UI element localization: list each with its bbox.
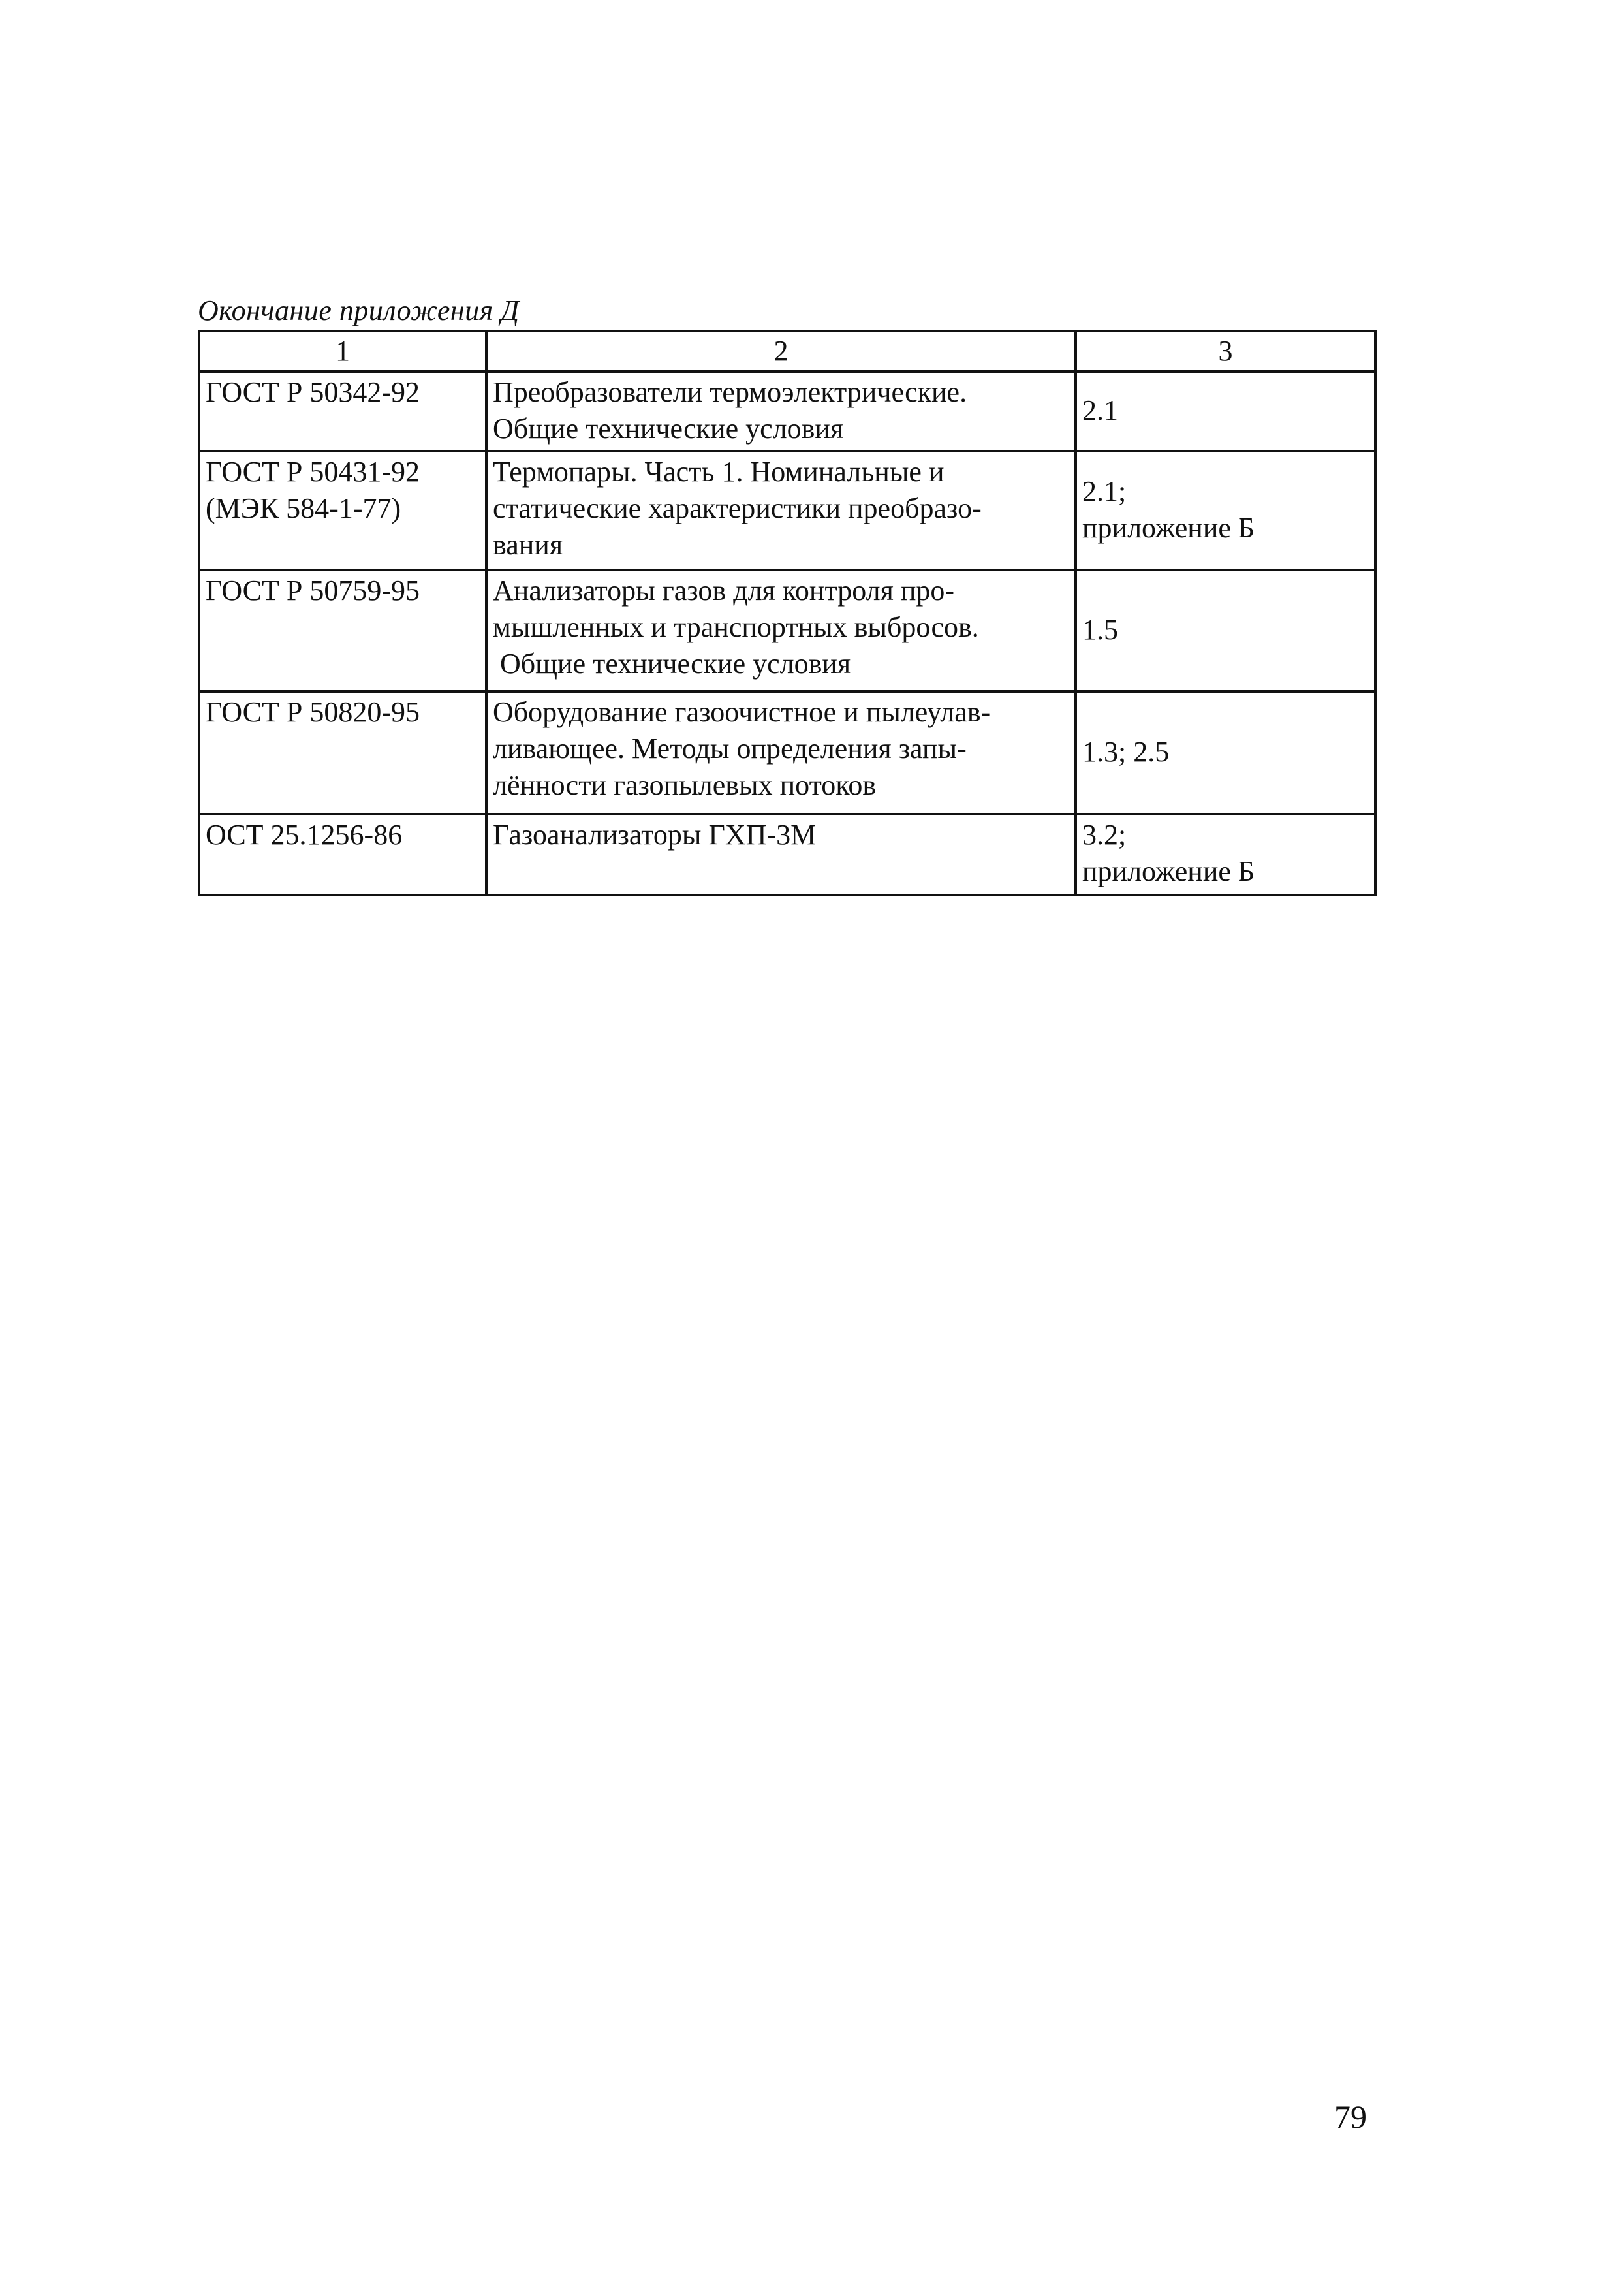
cell-line: 3.2; [1082, 819, 1127, 851]
document-designation-cell [199, 372, 486, 451]
cell-line: Общие технические условия [493, 648, 851, 680]
document-title-cell [486, 451, 1076, 570]
cell-line: лённости газопылевых потоков [493, 769, 877, 801]
cell-line: Оборудование газоочистное и пылеулав- [493, 696, 991, 728]
cell-line: статические характеристики преобразо- [493, 492, 982, 524]
cell-line: ГОСТ Р 50342-92 [206, 376, 420, 408]
column-header-1: 1 [199, 331, 486, 372]
document-designation-cell [199, 451, 486, 570]
document-title-cell [486, 570, 1076, 691]
cell-line: 2.1; [1082, 475, 1127, 507]
cell-line: (МЭК 584-1-77) [206, 492, 401, 524]
cell-line: 1.3; 2.5 [1082, 736, 1170, 768]
table-row [199, 451, 1375, 570]
table-row [199, 814, 1375, 895]
document-title-cell [486, 372, 1076, 451]
page-number: 79 [1334, 2098, 1367, 2135]
references-table [198, 330, 1377, 896]
cell-line: 1.5 [1082, 614, 1118, 646]
document-title-cell [486, 691, 1076, 814]
cell-line: ГОСТ Р 50431-92 [206, 456, 420, 488]
section-reference-cell [1076, 691, 1375, 814]
cell-line: ГОСТ Р 50820-95 [206, 696, 420, 728]
document-designation-cell [199, 570, 486, 691]
cell-line: Преобразователи термоэлектрические. [493, 376, 967, 408]
section-reference-cell [1076, 570, 1375, 691]
section-reference-cell [1076, 451, 1375, 570]
document-designation-cell [199, 691, 486, 814]
cell-line: вания [493, 529, 563, 561]
table-header-row [199, 331, 1375, 372]
table-row [199, 372, 1375, 451]
cell-line: приложение Б [1082, 855, 1255, 887]
column-header-2: 2 [486, 331, 1076, 372]
document-title-cell [486, 814, 1076, 895]
section-reference-cell [1076, 814, 1375, 895]
cell-line: ливающее. Методы определения запы- [493, 733, 967, 765]
cell-line: ГОСТ Р 50759-95 [206, 575, 420, 607]
cell-line: ОСТ 25.1256-86 [206, 819, 403, 851]
cell-line: Общие технические условия [493, 413, 844, 445]
column-header-3: 3 [1076, 331, 1375, 372]
cell-line: приложение Б [1082, 512, 1255, 544]
document-designation-cell [199, 814, 486, 895]
table-caption: Окончание приложения Д [198, 294, 520, 326]
cell-line: Термопары. Часть 1. Номинальные и [493, 456, 945, 488]
cell-line: Газоанализаторы ГХП-3М [493, 819, 817, 851]
section-reference-cell [1076, 372, 1375, 451]
cell-line: 2.1 [1082, 394, 1118, 426]
table-row [199, 691, 1375, 814]
table-row [199, 570, 1375, 691]
cell-line: мышленных и транспортных выбросов. [493, 611, 979, 643]
cell-line: Анализаторы газов для контроля про- [493, 575, 955, 607]
